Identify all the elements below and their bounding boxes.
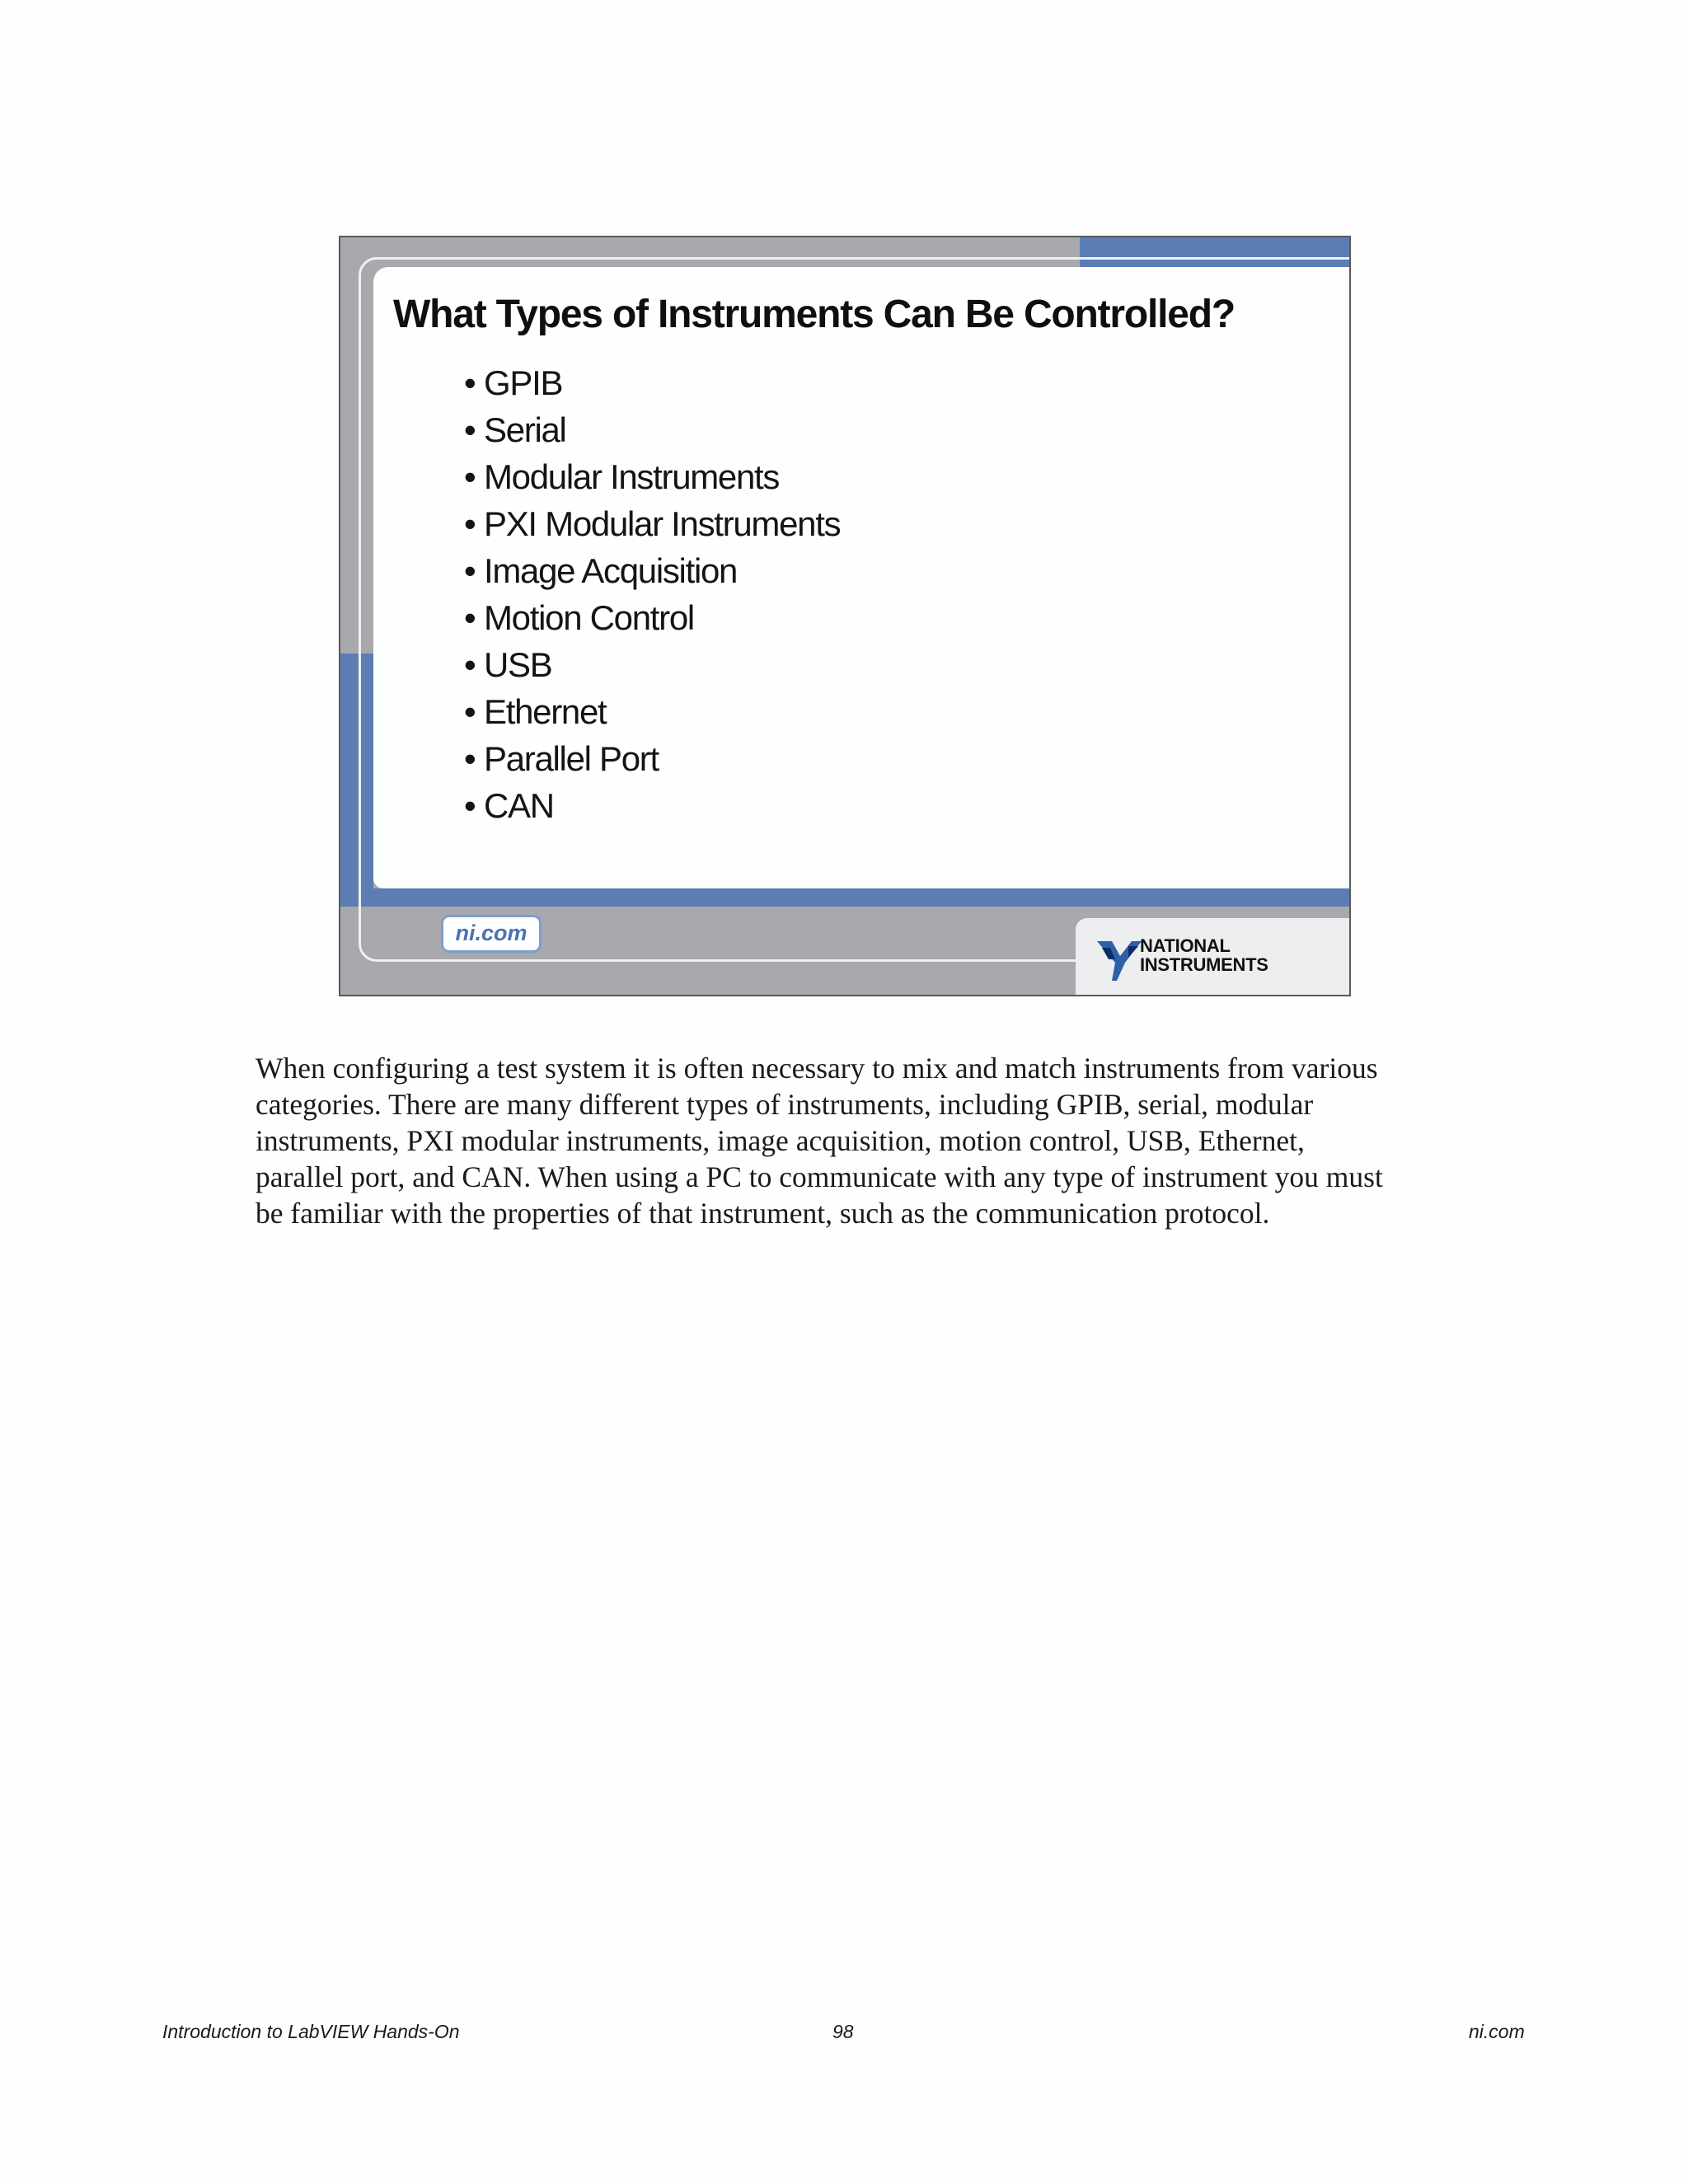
bullet-text: Ethernet xyxy=(484,692,607,731)
bullet-icon: • xyxy=(464,598,476,637)
bullet-item xyxy=(464,782,840,829)
footer-website: ni.com xyxy=(1469,2021,1525,2042)
ni-logo-wordmark xyxy=(1140,936,1268,974)
bullet-text: Parallel Port xyxy=(484,739,659,778)
bullet-item xyxy=(464,641,840,688)
footer-page-number: 98 xyxy=(832,2021,854,2042)
bullet-text: USB xyxy=(484,645,552,684)
bullet-text: GPIB xyxy=(484,363,563,402)
bullet-icon: • xyxy=(464,457,476,496)
bullet-item xyxy=(464,594,840,641)
bullet-item xyxy=(464,547,840,594)
body-line: instruments, PXI modular instruments, image acquisition, motion control, USB, Ethernet, xyxy=(256,1124,1305,1157)
logo-line-national: NATIONAL xyxy=(1140,935,1231,956)
bullet-icon: • xyxy=(464,692,476,731)
bullet-icon: • xyxy=(464,410,476,449)
bullet-item xyxy=(464,500,840,547)
ni-eagle-icon xyxy=(1095,935,1143,982)
slide-image xyxy=(339,236,1351,996)
bullet-item xyxy=(464,359,840,406)
ni-com-badge: ni.com xyxy=(441,915,542,953)
national-instruments-logo xyxy=(1076,918,1351,996)
bullet-icon: • xyxy=(464,504,476,543)
bullet-icon: • xyxy=(464,645,476,684)
bullet-icon: • xyxy=(464,363,476,402)
bullet-icon: • xyxy=(464,786,476,825)
body-paragraph xyxy=(256,1050,1459,1231)
bullet-item xyxy=(464,453,840,500)
bullet-item xyxy=(464,735,840,782)
body-line: categories. There are many different types of instruments, including GPIB, serial, modular xyxy=(256,1088,1314,1121)
bullet-text: Serial xyxy=(484,410,566,449)
bullet-text: Motion Control xyxy=(484,598,694,637)
bullet-icon: • xyxy=(464,551,476,590)
slide-content-panel xyxy=(373,267,1351,888)
slide-bullet-list xyxy=(464,359,840,829)
bullet-text: Image Acquisition xyxy=(484,551,738,590)
bullet-text: Modular Instruments xyxy=(484,457,780,496)
slide-title: What Types of Instruments Can Be Controlled? xyxy=(393,293,1236,336)
body-line: be familiar with the properties of that instrument, such as the communication protocol. xyxy=(256,1197,1270,1230)
logo-line-instruments: INSTRUMENTS xyxy=(1140,954,1268,975)
bullet-item xyxy=(464,406,840,453)
bullet-item xyxy=(464,688,840,735)
body-line: parallel port, and CAN. When using a PC to communicate with any type of instrument you must xyxy=(256,1160,1383,1193)
footer-document-title: Introduction to LabVIEW Hands-On xyxy=(162,2021,460,2042)
body-line: When configuring a test system it is often necessary to mix and match instruments from various xyxy=(256,1052,1378,1085)
bullet-icon: • xyxy=(464,739,476,778)
bullet-text: PXI Modular Instruments xyxy=(484,504,841,543)
bullet-text: CAN xyxy=(484,786,554,825)
